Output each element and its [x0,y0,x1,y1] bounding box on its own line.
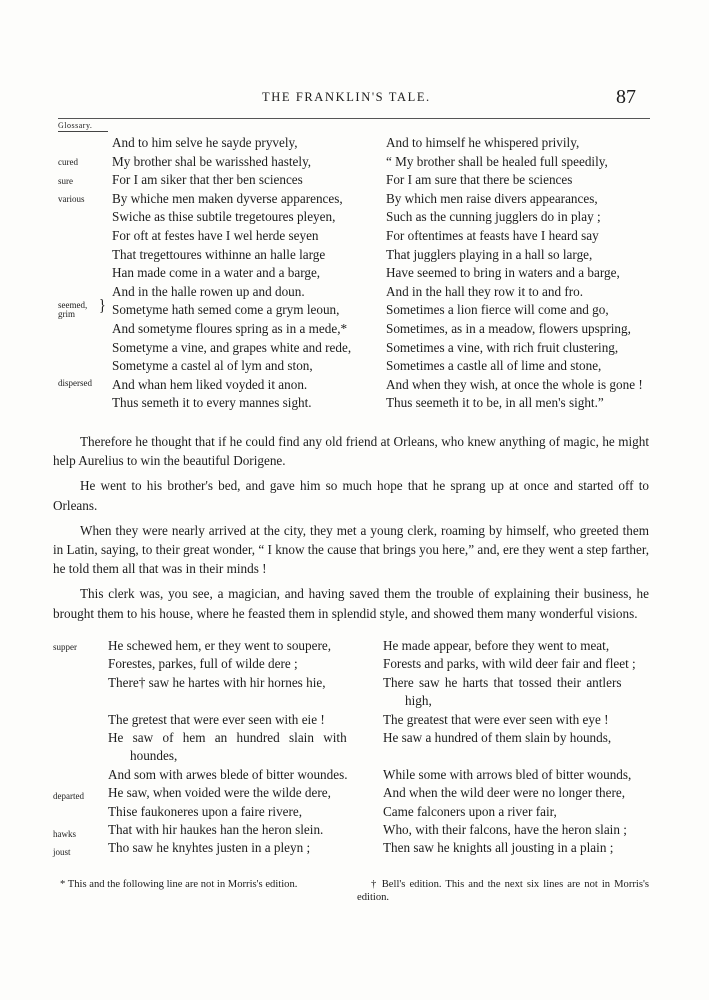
header-rule [58,118,650,119]
gloss-dispersed: dispersed [58,378,92,388]
prose-paragraph: This clerk was, you see, a magician, and having saved them the trouble of explaining their business, he brought them to his house, where he feasted them in splendid style, and showed them many wonderful visions. [53,586,649,621]
verse-line: houndes, [130,748,178,764]
verse-line: Han made come in a water and a barge, [112,265,321,281]
verse-line: And when they wish, at once the whole is gone ! [386,376,643,392]
gloss-departed: departed [53,791,84,801]
verse-line: Have seemed to bring in waters and a barge, [386,265,620,281]
verse-line: He schewed hem, er they went to soupere, [108,638,332,653]
verse-line: That with hir haukes han the heron slein. [108,822,324,838]
verse-line [108,692,372,710]
verse-line: The greatest that were ever seen with eye ! [383,711,609,727]
verse-line: For oftentimes at feasts have I heard say [386,227,599,243]
prose-paragraph: When they were nearly arrived at the city, they met a young clerk, roaming by himself, who greeted them in Latin, saying, to their great wonder, “ I know the cause that brings you here,” and, ere they went a step farther, he told them all that was in their minds ! [53,522,649,577]
verse-line: My brother shal be warisshed hastely, [112,153,312,169]
verse-line: Came falconers upon a river fair, [383,803,557,819]
gloss-various: various [58,194,85,204]
verse-modern-2 [383,637,651,858]
verse-line: Sometimes a castle all of lime and stone, [386,358,602,374]
gloss-joust: joust [53,847,71,857]
verse-line: Sometyme hath semed come a grym leoun, [112,302,340,318]
gloss-seemed: seemed, [58,300,88,310]
verse-line: And whan hem liked voyded it anon. [112,376,308,392]
verse-line: That jugglers playing in a hall so large, [386,246,593,262]
verse-line: For I am sure that there be sciences [386,172,573,188]
verse-line: Who, with their falcons, have the heron slain ; [383,822,627,838]
verse-line [383,747,651,765]
verse-line: Sometimes a vine, with rich fruit clustering, [386,339,619,355]
verse-line: Such as the cunning jugglers do in play ; [386,209,601,225]
verse-line: And in the hall they row it to and fro. [386,283,584,299]
verse-line: And in the halle rowen up and doun. [112,283,305,299]
verse-line: That tregettoures withinne an halle large [112,246,326,262]
glossary-heading-rule [58,131,108,132]
gloss-grim: grim [58,309,75,319]
verse-line: Sometimes, as in a meadow, flowers upspring, [386,320,631,336]
verse-line: Swiche as thise subtile tregetoures pleyen, [112,209,336,225]
gloss-cured: cured [58,157,78,167]
verse-line: And sometyme floures spring as in a mede,* [112,320,348,336]
verse-line: For I am siker that ther ben sciences [112,172,303,188]
verse-line: By whiche men maken dyverse apparences, [112,190,343,206]
verse-middle-english-2 [108,637,372,858]
verse-line: For oft at festes have I wel herde seyen [112,227,319,243]
glossary-heading: Glossary. [58,121,93,130]
prose-section [53,432,649,629]
verse-line: There saw he harts that tossed their antlers [383,674,622,690]
verse-line: And to him selve he sayde pryvely, [112,135,298,150]
verse-line: Thise faukoneres upon a faire rivere, [108,803,303,819]
gloss-sure: sure [58,176,73,186]
verse-line: He saw, when voided were the wilde dere, [108,785,331,801]
verse-line: Sometimes a lion fierce will come and go, [386,302,609,318]
verse-line: Sometyme a castel al of lym and ston, [112,358,313,374]
verse-line: high, [405,693,432,709]
verse-line: Forests and parks, with wild deer fair and fleet ; [383,656,636,672]
prose-paragraph: Therefore he thought that if he could find any old friend at Orleans, who knew anything of magic, he might help Aurelius to win the beautiful Dorigene. [53,434,649,469]
verse-line: While some with arrows bled of bitter wounds, [383,766,632,782]
running-title: THE FRANKLIN'S TALE. [262,90,431,104]
page-header [0,86,709,110]
gloss-hawks: hawks [53,829,76,839]
footnote-right: † Bell's edition. This and the next six lines are not in Morris's edition. [357,879,649,903]
verse-line: “ My brother shall be healed full speedily, [386,153,608,169]
verse-line: Then saw he knights all jousting in a plain ; [383,840,614,856]
verse-line: And to himself he whispered privily, [386,135,580,150]
gloss-brace: } [99,297,106,316]
verse-line: There† saw he hartes with hir hornes hie, [108,674,326,690]
verse-line: He saw of hem an hundred slain with [108,730,347,746]
verse-line: Thus seemeth it to be, in all men's sight.” [386,395,604,411]
verse-line: He saw a hundred of them slain by hounds, [383,730,612,746]
verse-line: Sometyme a vine, and grapes white and rede, [112,339,352,355]
verse-line: And when the wild deer were no longer there, [383,785,626,801]
prose-paragraph: He went to his brother's bed, and gave him so much hope that he sprang up at once and started off to Orleans. [53,478,649,513]
verse-line: And som with arwes blede of bitter woundes. [108,766,348,782]
page-number: 87 [616,86,636,108]
verse-line: He made appear, before they went to meat, [383,638,610,653]
verse-middle-english-1 [112,134,351,413]
verse-line: Tho saw he knyhtes justen in a pleyn ; [108,840,311,856]
verse-line: The gretest that were ever seen with eie ! [108,711,325,727]
verse-line: Forestes, parkes, full of wilde dere ; [108,656,298,672]
footnote-left: * This and the following line are not in Morris's edition. [60,879,298,890]
verse-line: Thus semeth it to every mannes sight. [112,395,312,411]
gloss-supper: supper [53,642,77,652]
verse-modern-1 [386,134,643,413]
verse-line: By which men raise divers appearances, [386,190,598,206]
